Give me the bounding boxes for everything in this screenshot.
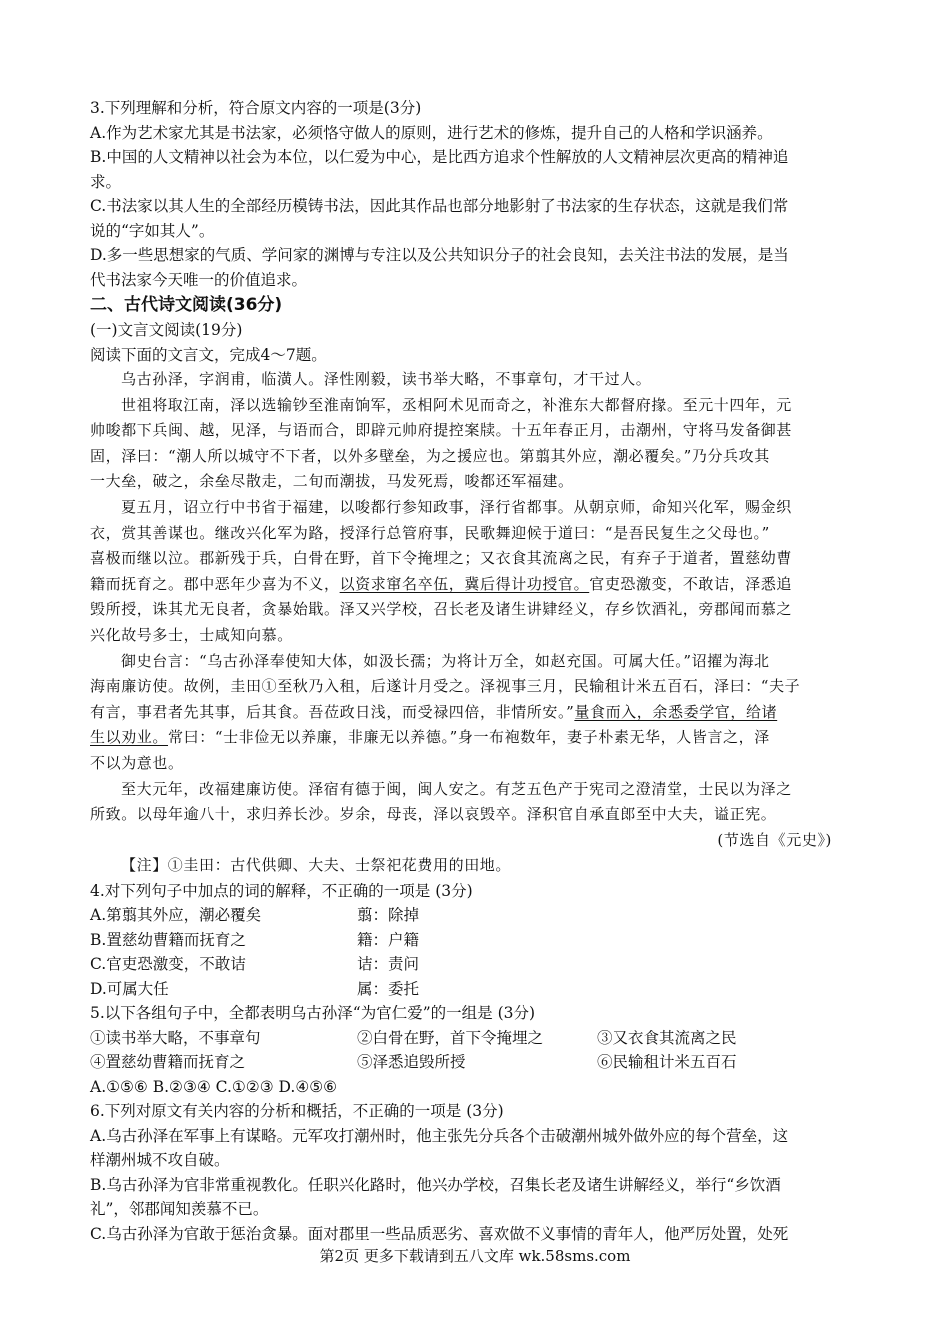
passage-p2-line1: 世祖将取江南，泽以选输钞至淮南饷军，丞相阿术见而奇之，补淮东大都督府掾。至元十四年，元: [121, 395, 792, 414]
q5-options: A.①⑤⑥ B.②③④ C.①②③ D.④⑤⑥: [90, 1077, 338, 1096]
passage-p4-line3: [90, 700, 862, 726]
q6-stem: 6.下列对原文有关内容的分析和概括，不正确的一项是 (3分): [90, 1102, 504, 1121]
q4-explanation: 诘：责问: [357, 955, 420, 974]
q4-explanation: 属：委托: [357, 979, 420, 998]
q4-explanation: 翦：除掉: [357, 906, 420, 925]
passage-source: (节选自《元史》): [717, 830, 832, 849]
q5-item: ④置慈幼曹籍而抚育之: [90, 1053, 246, 1072]
q3-option-b-line1: B.中国的人文精神以社会为本位，以仁爱为中心，是比西方追求个性解放的人文精神层次更高的精神追: [90, 148, 789, 166]
passage-p3-line2: 衣，赏其善谋也。继改兴化军为路，授泽行总管府事，民歌舞迎候于道曰：“是吾民复生之父母也。”: [90, 523, 770, 542]
q4-sentence: A.第翦其外应，潮必覆矣: [90, 906, 262, 925]
q4-option-c: [90, 952, 862, 977]
q3-option-c-line1: C.书法家以其人生的全部经历模铸书法，因此其作品也部分地影射了书法家的生存状态，这就是我们常: [90, 197, 789, 215]
passage-p5-line1: 至大元年，改福建廉访使。泽宿有德于闽，闽人安之。有芝五色产于宪司之澄清堂，士民以为泽之: [121, 779, 792, 798]
q4-option-d: [90, 977, 862, 1002]
q6-option-a-line1: A.乌古孙泽在军事上有谋略。元军攻打潮州时，他主张先分兵各个击破潮州城外做外应的每个营垒，这: [90, 1126, 789, 1145]
passage-text: 有言，事君者先其事，后其食。吾莅政日浅，而受禄四倍，非情所安。”: [90, 702, 575, 721]
passage-p2-line3: 固，泽曰：“潮人所以城守不下者，以外多壁垒，为之援应也。第翦其外应，潮必覆矣。”乃分兵攻其: [90, 446, 770, 465]
q5-item: ③又衣食其流离之民: [597, 1028, 737, 1047]
passage-text: 籍而抚育之。郡中恶年少喜为不义，: [90, 574, 340, 593]
passage-p3-line5: 毁所授，诛其尤无良者，贪暴始戢。泽又兴学校，召长老及诸生讲肄经义，存乡饮酒礼，旁郡闻而慕之: [90, 600, 793, 619]
passage-note: 【注】①圭田：古代供卿、大夫、士祭祀花费用的田地。: [121, 856, 512, 875]
q3-option-d-line1: D.多一些思想家的气质、学问家的渊博与专注以及公共知识分子的社会良知，去关注书法的发展，是当: [90, 246, 789, 264]
q5-item: ⑥民输租计米五百石: [597, 1053, 737, 1072]
underlined-sentence: 以资求窜名卒伍，冀后得计功授官。: [339, 574, 590, 593]
q5-item: ①读书举大略，不事章句: [90, 1028, 261, 1047]
q3-option-d-line2: 代书法家今天唯一的价值追求。: [90, 270, 308, 289]
underlined-sentence: 量食而入，余悉委学官，给诸: [574, 702, 778, 721]
passage-p4-line2: 海南廉访使。故例，圭田①至秋乃入租，后遂计月受之。泽视事三月，民输租计米五百石，泽曰：“夫子: [90, 677, 801, 696]
q5-item: ⑤泽悉追毁所授: [357, 1053, 466, 1072]
passage-p4-line1: 御史台言：“乌古孙泽奉使知大体，如汲长孺；为将计万全，如赵充国。可属大任。”诏擢为海北: [121, 651, 770, 670]
q4-sentence: D.可属大任: [90, 979, 169, 998]
q6-option-a-line2: 样潮州城不攻自破。: [90, 1151, 230, 1170]
q5-item: ②白骨在野，首下令掩埋之: [357, 1028, 544, 1047]
q4-sentence: B.置慈幼曹籍而抚育之: [90, 930, 246, 949]
passage-paragraph-1: 乌古孙泽，字润甫，临潢人。泽性刚毅，读书举大略，不事章句，才干过人。: [121, 370, 652, 388]
passage-p2-line2: 帅唆都下兵闽、越，见泽，与语而合，即辟元帅府提控案牍。十五年春正月，击潮州，守将马发备御甚: [90, 421, 793, 440]
passage-text: 官吏恐激变，不敢诘，泽悉追: [589, 574, 793, 593]
passage-p3-line6: 兴化故号多士，士咸知向慕。: [90, 625, 293, 644]
passage-p2-line4: 一大垒，破之，余垒尽散走，二旬而潮拔，马发死焉，唆都还军福建。: [90, 472, 574, 491]
q3-stem: 3.下列理解和分析，符合原文内容的一项是(3分): [90, 99, 422, 117]
q3-option-a: A.作为艺术家尤其是书法家，必须恪守做人的原则，进行艺术的修炼，提升自己的人格和学识涵养。: [90, 123, 773, 142]
q4-option-a: [90, 903, 862, 928]
subsection-heading: (一)文言文阅读(19分): [90, 321, 243, 339]
passage-text: 常曰：“士非俭无以养廉，非廉无以养德。”身一布袍数年，妻子朴素无华，人皆言之，泽: [168, 728, 770, 747]
passage-p5-line2: 所致。以母年逾八十，求归养长沙。岁余，母丧，泽以哀毁卒。泽积官自承直郎至中大夫，谥正宪。: [90, 805, 777, 824]
q3-option-b-line2: 求。: [90, 172, 122, 191]
passage-p3-line1: 夏五月，诏立行中书省于福建，以唆都行参知政事，泽行省都事。从朝京师，命知兴化军，赐金织: [121, 497, 792, 516]
document-page: [90, 96, 862, 1246]
q4-stem: 4.对下列句子中加点的词的解释，不正确的一项是 (3分): [90, 881, 473, 900]
q5-stem: 5.以下各组句子中，全都表明乌古孙泽“为官仁爱”的一组是 (3分): [90, 1004, 536, 1023]
q6-option-b-line1: B.乌古孙泽为官非常重视教化。任职兴化路时，他兴办学校，召集长老及诸生讲解经义，举行“乡饮酒: [90, 1175, 781, 1194]
passage-p4-line4: [90, 725, 862, 751]
q5-row-1: [90, 1026, 862, 1051]
q4-option-b: [90, 928, 862, 953]
page-footer: 第2页 更多下载请到五八文库 wk.58sms.com: [319, 1247, 631, 1265]
q6-option-c-line1: C.乌古孙泽为官敢于惩治贪暴。面对郡里一些品质恶劣、喜欢做不义事情的青年人，他严厉处置，处死: [90, 1224, 789, 1243]
underlined-sentence: 生以劝业。: [90, 728, 169, 747]
passage-p3-line3: 喜极而继以泣。郡新残于兵，白骨在野，首下令掩埋之；又衣食其流离之民，有弃子于道者，置慈幼曹: [90, 549, 793, 568]
q6-option-b-line2: 礼”，邻郡闻知羡慕不已。: [90, 1200, 269, 1219]
section-heading: 二、古代诗文阅读(36分): [90, 295, 283, 315]
q4-sentence: C.官吏恐激变，不敢诘: [90, 955, 246, 974]
passage-p4-line5: 不以为意也。: [90, 753, 184, 772]
q3-option-c-line2: 说的“字如其人”。: [90, 221, 215, 240]
q5-row-2: [90, 1050, 862, 1075]
q4-explanation: 籍：户籍: [357, 930, 420, 949]
reading-instruction: 阅读下面的文言文，完成4～7题。: [90, 345, 327, 364]
passage-p3-line4: [90, 572, 862, 598]
